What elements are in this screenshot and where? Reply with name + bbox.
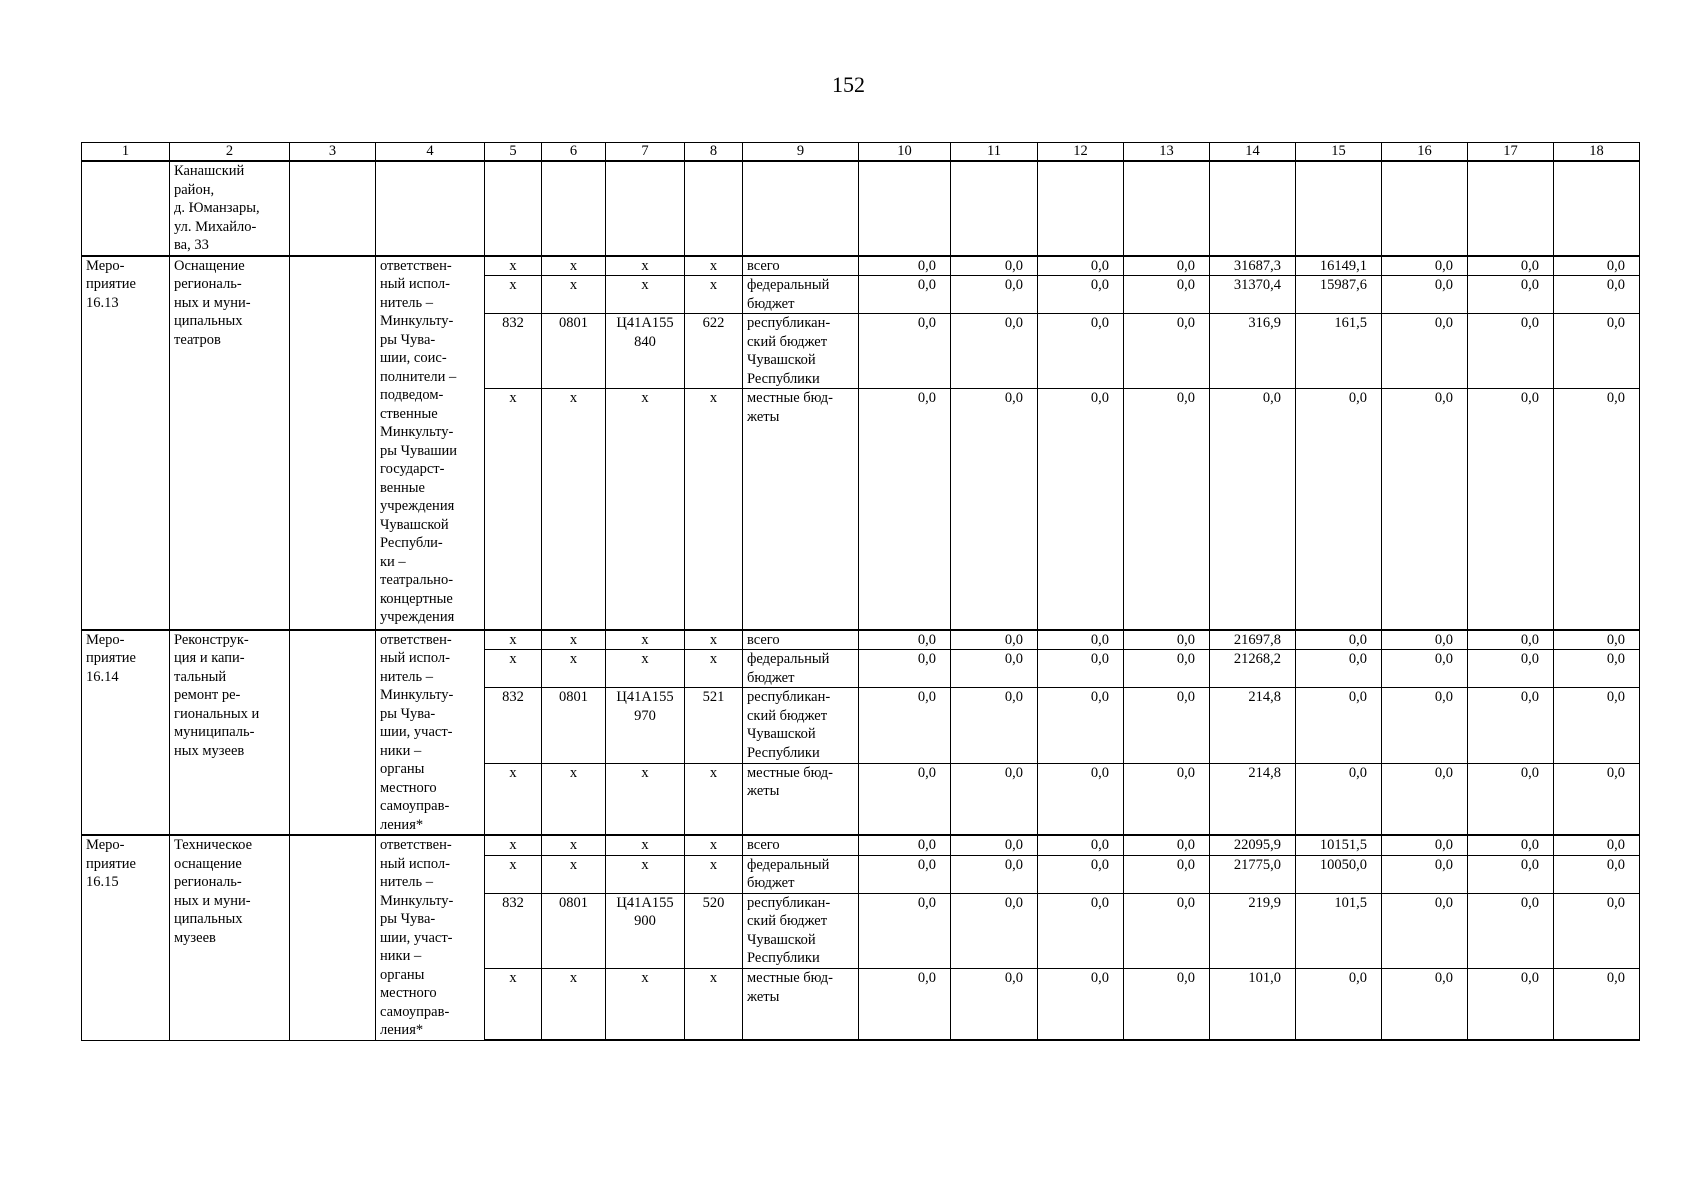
code-expense-type: х	[685, 276, 743, 314]
code-target-article: х	[606, 276, 685, 314]
amount-cell: 0,0	[1468, 893, 1554, 968]
cell	[376, 161, 485, 256]
amount-cell: 0,0	[859, 763, 951, 835]
code-section: х	[542, 256, 606, 276]
amount-cell: 0,0	[859, 855, 951, 893]
executor-cell: ответствен- ный испол- нитель – Минкульту- ры Чува- шии, участ- ники – органы местного самоуправ- ления*	[376, 630, 485, 836]
amount-cell: 0,0	[1554, 630, 1640, 650]
amount-cell: 0,0	[859, 650, 951, 688]
amount-cell: 0,0	[1382, 835, 1468, 855]
amount-cell: 0,0	[859, 688, 951, 764]
amount-cell: 0,0	[1468, 276, 1554, 314]
amount-cell: 0,0	[1038, 630, 1124, 650]
amount-cell: 0,0	[951, 389, 1038, 630]
amount-cell: 0,0	[1038, 855, 1124, 893]
column-number: 6	[542, 143, 606, 162]
amount-cell: 0,0	[1124, 389, 1210, 630]
cell	[1038, 161, 1124, 256]
amount-cell: 0,0	[859, 835, 951, 855]
amount-cell: 0,0	[1382, 256, 1468, 276]
code-grbs: х	[485, 389, 542, 630]
amount-cell: 0,0	[859, 276, 951, 314]
column-number-row	[82, 143, 1640, 162]
amount-cell: 0,0	[1296, 389, 1382, 630]
funding-source: местные бюд- жеты	[743, 969, 859, 1040]
amount-cell: 0,0	[1382, 650, 1468, 688]
column-number: 10	[859, 143, 951, 162]
amount-cell: 0,0	[1124, 650, 1210, 688]
code-grbs: х	[485, 763, 542, 835]
cell	[859, 161, 951, 256]
amount-cell: 15987,6	[1296, 276, 1382, 314]
code-target-article: х	[606, 855, 685, 893]
amount-cell: 0,0	[1296, 763, 1382, 835]
amount-cell: 0,0	[1038, 688, 1124, 764]
code-section: х	[542, 650, 606, 688]
code-target-article: х	[606, 630, 685, 650]
amount-cell: 0,0	[951, 688, 1038, 764]
amount-cell: 0,0	[1468, 389, 1554, 630]
amount-cell: 101,0	[1210, 969, 1296, 1040]
funding-source: федеральный бюджет	[743, 276, 859, 314]
amount-cell: 0,0	[951, 855, 1038, 893]
code-section: х	[542, 389, 606, 630]
code-section: х	[542, 835, 606, 855]
cell	[743, 161, 859, 256]
funding-source: республикан- ский бюджет Чувашской Республики	[743, 893, 859, 968]
cell	[606, 161, 685, 256]
code-target-article: х	[606, 650, 685, 688]
column-number: 13	[1124, 143, 1210, 162]
amount-cell: 0,0	[1382, 389, 1468, 630]
code-grbs: х	[485, 835, 542, 855]
amount-cell: 161,5	[1296, 314, 1382, 389]
amount-cell: 0,0	[859, 314, 951, 389]
funding-source: республикан- ский бюджет Чувашской Республики	[743, 688, 859, 764]
amount-cell: 0,0	[951, 314, 1038, 389]
amount-cell: 0,0	[1124, 835, 1210, 855]
amount-cell: 0,0	[1468, 763, 1554, 835]
amount-cell: 21697,8	[1210, 630, 1296, 650]
amount-cell: 10151,5	[1296, 835, 1382, 855]
code-section: х	[542, 630, 606, 650]
amount-cell: 0,0	[1038, 276, 1124, 314]
code-expense-type: х	[685, 855, 743, 893]
cell	[82, 161, 170, 256]
column-number: 3	[290, 143, 376, 162]
amount-cell: 21268,2	[1210, 650, 1296, 688]
amount-cell: 0,0	[1038, 256, 1124, 276]
amount-cell: 0,0	[1468, 835, 1554, 855]
amount-cell: 0,0	[1554, 389, 1640, 630]
amount-cell: 0,0	[1038, 835, 1124, 855]
amount-cell: 0,0	[1382, 855, 1468, 893]
code-expense-type: х	[685, 256, 743, 276]
amount-cell: 0,0	[1468, 314, 1554, 389]
amount-cell: 31370,4	[1210, 276, 1296, 314]
amount-cell: 0,0	[1554, 893, 1640, 968]
code-section: х	[542, 855, 606, 893]
funding-source: местные бюд- жеты	[743, 389, 859, 630]
measure-name: Оснащение региональ- ных и муни- ципальных театров	[170, 256, 290, 630]
code-section: х	[542, 969, 606, 1040]
column-number: 4	[376, 143, 485, 162]
amount-cell: 0,0	[1554, 835, 1640, 855]
cell	[290, 256, 376, 630]
code-expense-type: 521	[685, 688, 743, 764]
column-number: 8	[685, 143, 743, 162]
amount-cell: 0,0	[1382, 276, 1468, 314]
cell	[290, 630, 376, 836]
amount-cell: 0,0	[1210, 389, 1296, 630]
executor-cell: ответствен- ный испол- нитель – Минкульту- ры Чува- шии, соис- полнители – подведом- ственные Минкульту- ры Чувашии государст- венные учреждения Чувашской Республи- ки – театрально- концертные учреждения	[376, 256, 485, 630]
amount-cell: 0,0	[1124, 969, 1210, 1040]
column-number: 2	[170, 143, 290, 162]
column-number: 17	[1468, 143, 1554, 162]
amount-cell: 0,0	[1554, 855, 1640, 893]
column-number: 12	[1038, 143, 1124, 162]
funding-source: местные бюд- жеты	[743, 763, 859, 835]
amount-cell: 0,0	[1554, 650, 1640, 688]
amount-cell: 16149,1	[1296, 256, 1382, 276]
amount-cell: 219,9	[1210, 893, 1296, 968]
amount-cell: 0,0	[1468, 630, 1554, 650]
code-section: х	[542, 763, 606, 835]
executor-cell: ответствен- ный испол- нитель – Минкульту- ры Чува- шии, участ- ники – органы местного самоуправ- ления*	[376, 835, 485, 1040]
column-number: 9	[743, 143, 859, 162]
amount-cell: 0,0	[1038, 389, 1124, 630]
funding-source: всего	[743, 835, 859, 855]
amount-cell: 214,8	[1210, 688, 1296, 764]
table-row	[82, 630, 1640, 650]
amount-cell: 0,0	[1382, 630, 1468, 650]
code-target-article: х	[606, 835, 685, 855]
funding-source: всего	[743, 256, 859, 276]
amount-cell: 316,9	[1210, 314, 1296, 389]
budget-table	[81, 142, 1640, 1041]
measure-label: Меро- приятие 16.15	[82, 835, 170, 1040]
amount-cell: 0,0	[1554, 969, 1640, 1040]
amount-cell: 0,0	[1468, 256, 1554, 276]
code-target-article: х	[606, 256, 685, 276]
code-section: 0801	[542, 688, 606, 764]
amount-cell: 0,0	[1124, 893, 1210, 968]
cell	[1210, 161, 1296, 256]
amount-cell: 214,8	[1210, 763, 1296, 835]
amount-cell: 0,0	[1468, 688, 1554, 764]
table-row	[82, 256, 1640, 276]
amount-cell: 0,0	[859, 630, 951, 650]
measure-label: Меро- приятие 16.14	[82, 630, 170, 836]
code-grbs: х	[485, 630, 542, 650]
code-target-article: х	[606, 969, 685, 1040]
amount-cell: 0,0	[859, 389, 951, 630]
code-expense-type: х	[685, 969, 743, 1040]
cell	[1382, 161, 1468, 256]
amount-cell: 0,0	[951, 763, 1038, 835]
amount-cell: 21775,0	[1210, 855, 1296, 893]
amount-cell: 0,0	[1038, 969, 1124, 1040]
amount-cell: 0,0	[1554, 763, 1640, 835]
amount-cell: 0,0	[1038, 650, 1124, 688]
column-number: 15	[1296, 143, 1382, 162]
code-grbs: х	[485, 276, 542, 314]
code-grbs: х	[485, 969, 542, 1040]
column-number: 14	[1210, 143, 1296, 162]
location-cell: Канашский район, д. Юманзары, ул. Михайло- ва, 33	[170, 161, 290, 256]
amount-cell: 0,0	[1468, 650, 1554, 688]
amount-cell: 0,0	[1124, 276, 1210, 314]
amount-cell: 0,0	[1468, 855, 1554, 893]
code-grbs: 832	[485, 314, 542, 389]
amount-cell: 0,0	[951, 969, 1038, 1040]
code-expense-type: х	[685, 763, 743, 835]
amount-cell: 0,0	[1124, 763, 1210, 835]
column-number: 1	[82, 143, 170, 162]
code-expense-type: 520	[685, 893, 743, 968]
code-grbs: 832	[485, 893, 542, 968]
amount-cell: 0,0	[1038, 763, 1124, 835]
cell	[951, 161, 1038, 256]
code-target-article: Ц41А155 970	[606, 688, 685, 764]
code-expense-type: 622	[685, 314, 743, 389]
cell	[485, 161, 542, 256]
cell	[542, 161, 606, 256]
column-number: 16	[1382, 143, 1468, 162]
amount-cell: 0,0	[1296, 969, 1382, 1040]
amount-cell: 0,0	[1468, 969, 1554, 1040]
measure-label: Меро- приятие 16.13	[82, 256, 170, 630]
code-target-article: х	[606, 389, 685, 630]
amount-cell: 0,0	[859, 256, 951, 276]
amount-cell: 0,0	[951, 835, 1038, 855]
code-target-article: Ц41А155 840	[606, 314, 685, 389]
code-expense-type: х	[685, 389, 743, 630]
column-number: 7	[606, 143, 685, 162]
amount-cell: 0,0	[859, 893, 951, 968]
amount-cell: 0,0	[951, 256, 1038, 276]
column-number: 5	[485, 143, 542, 162]
code-section: х	[542, 276, 606, 314]
funding-source: федеральный бюджет	[743, 855, 859, 893]
amount-cell: 0,0	[1554, 276, 1640, 314]
amount-cell: 0,0	[1554, 314, 1640, 389]
code-grbs: 832	[485, 688, 542, 764]
funding-source: федеральный бюджет	[743, 650, 859, 688]
amount-cell: 0,0	[1124, 855, 1210, 893]
code-grbs: х	[485, 256, 542, 276]
code-section: 0801	[542, 314, 606, 389]
amount-cell: 0,0	[1382, 314, 1468, 389]
code-target-article: Ц41А155 900	[606, 893, 685, 968]
amount-cell: 0,0	[951, 630, 1038, 650]
amount-cell: 0,0	[1124, 630, 1210, 650]
amount-cell: 0,0	[1382, 763, 1468, 835]
code-expense-type: х	[685, 650, 743, 688]
measure-name: Техническое оснащение региональ- ных и муни- ципальных музеев	[170, 835, 290, 1040]
amount-cell: 0,0	[951, 650, 1038, 688]
amount-cell: 10050,0	[1296, 855, 1382, 893]
amount-cell: 0,0	[1554, 256, 1640, 276]
funding-source: республикан- ский бюджет Чувашской Республики	[743, 314, 859, 389]
amount-cell: 0,0	[1382, 688, 1468, 764]
amount-cell: 0,0	[1296, 688, 1382, 764]
cell	[1468, 161, 1554, 256]
code-expense-type: х	[685, 835, 743, 855]
amount-cell: 0,0	[1038, 314, 1124, 389]
cell	[1554, 161, 1640, 256]
amount-cell: 0,0	[1124, 688, 1210, 764]
amount-cell: 31687,3	[1210, 256, 1296, 276]
cell	[290, 835, 376, 1040]
amount-cell: 0,0	[1296, 650, 1382, 688]
amount-cell: 0,0	[1382, 893, 1468, 968]
code-target-article: х	[606, 763, 685, 835]
amount-cell: 0,0	[1296, 630, 1382, 650]
funding-source: всего	[743, 630, 859, 650]
page-number: 152	[832, 72, 865, 97]
table-row	[82, 835, 1640, 855]
amount-cell: 101,5	[1296, 893, 1382, 968]
cell	[1124, 161, 1210, 256]
code-section: 0801	[542, 893, 606, 968]
amount-cell: 0,0	[1124, 314, 1210, 389]
amount-cell: 0,0	[859, 969, 951, 1040]
amount-cell: 0,0	[951, 276, 1038, 314]
amount-cell: 0,0	[951, 893, 1038, 968]
code-grbs: х	[485, 650, 542, 688]
cell	[1296, 161, 1382, 256]
code-grbs: х	[485, 855, 542, 893]
amount-cell: 0,0	[1382, 969, 1468, 1040]
amount-cell: 0,0	[1554, 688, 1640, 764]
measure-name: Реконструк- ция и капи- тальный ремонт ре- гиональных и муниципаль- ных музеев	[170, 630, 290, 836]
cell	[290, 161, 376, 256]
code-expense-type: х	[685, 630, 743, 650]
continuation-row	[82, 161, 1640, 256]
cell	[685, 161, 743, 256]
column-number: 11	[951, 143, 1038, 162]
amount-cell: 22095,9	[1210, 835, 1296, 855]
amount-cell: 0,0	[1038, 893, 1124, 968]
amount-cell: 0,0	[1124, 256, 1210, 276]
column-number: 18	[1554, 143, 1640, 162]
